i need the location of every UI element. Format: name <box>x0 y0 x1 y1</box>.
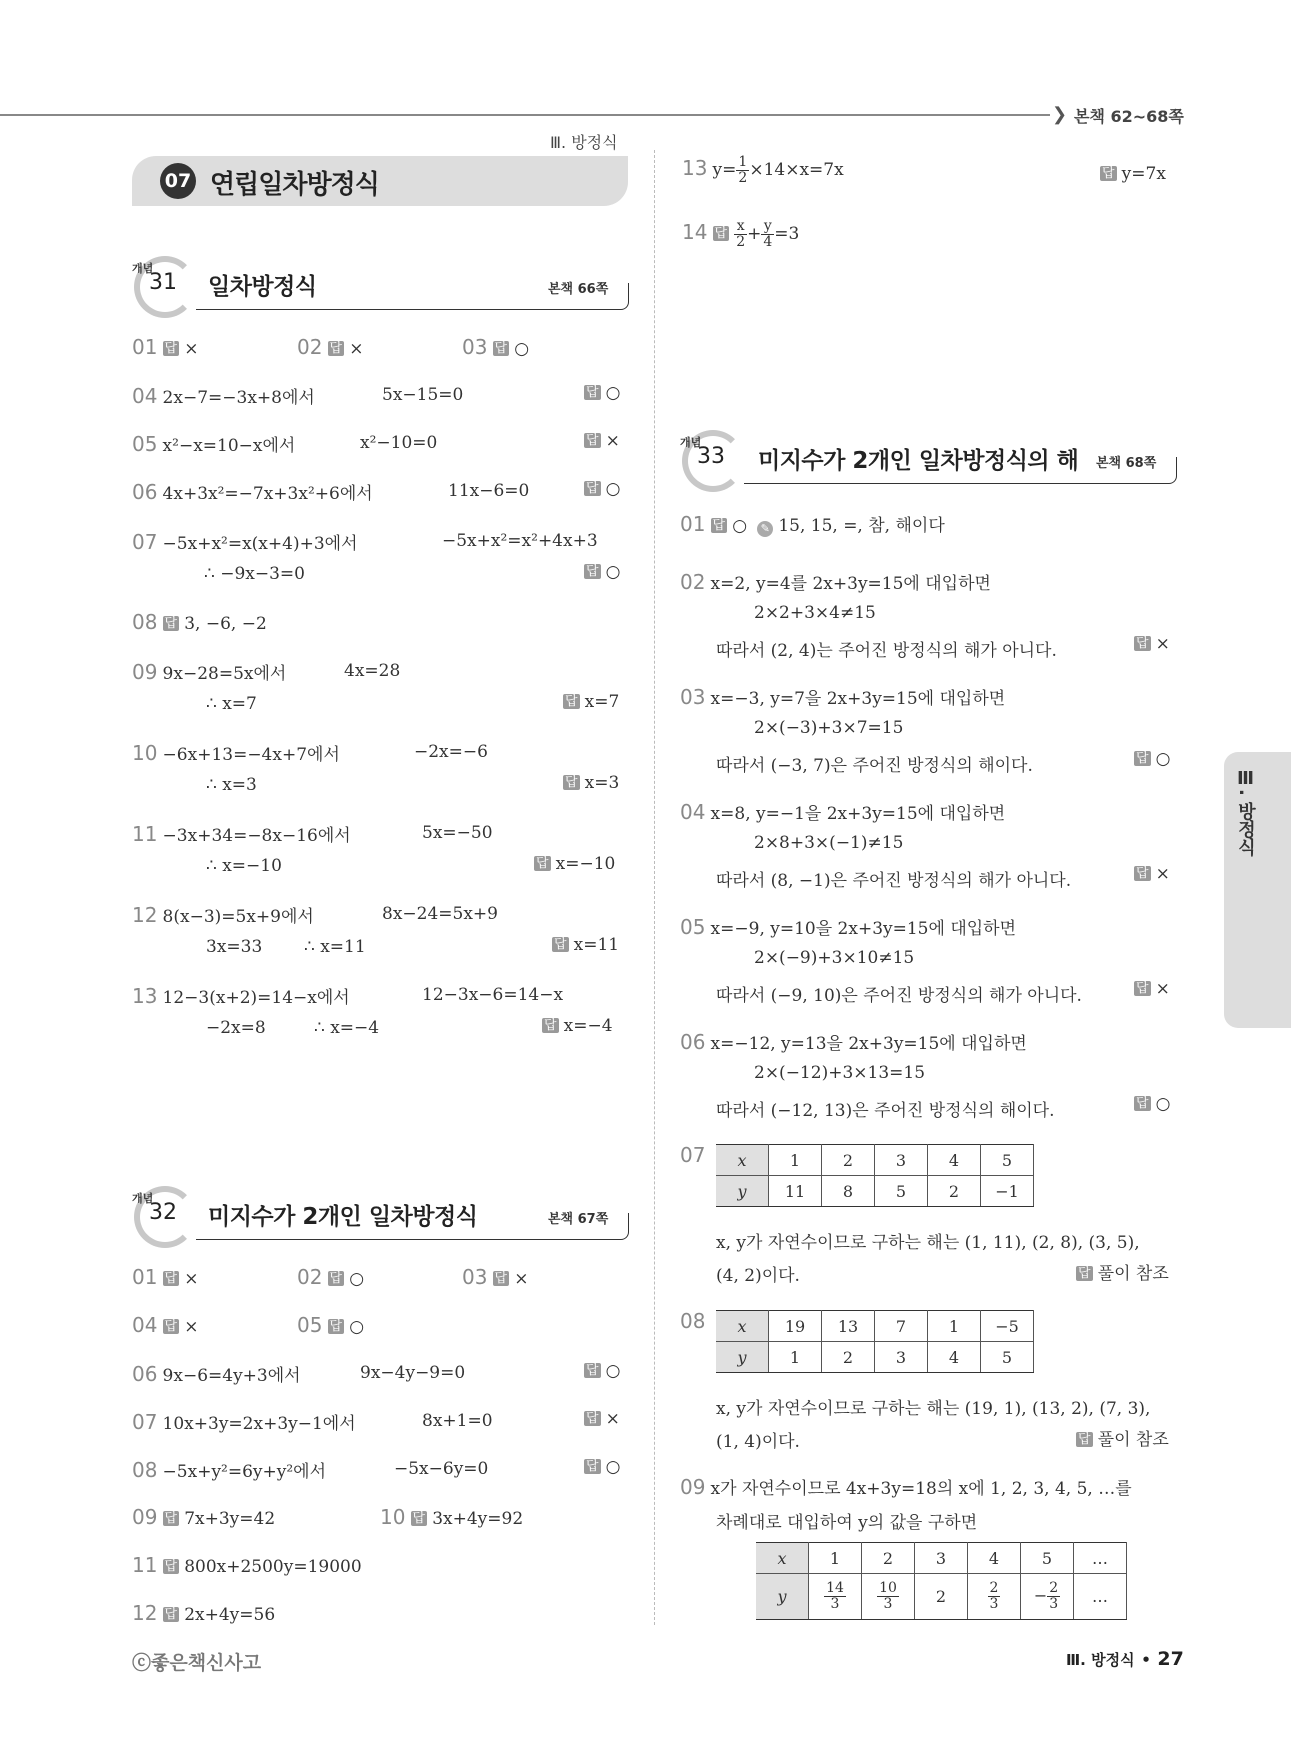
answer: 답 ○ <box>586 1361 621 1381</box>
list-item: 09 답 7x+3y=42 <box>132 1505 276 1529</box>
answer: 답 풀이 참조 <box>1078 1430 1169 1450</box>
value-table <box>716 1144 1034 1207</box>
list-item: 11 답 800x+2500y=19000 <box>132 1553 362 1577</box>
list-item: 02 답 ○ <box>297 1265 365 1289</box>
list-item: 02 답 × <box>297 335 364 359</box>
equation: −5x+x²=x²+4x+3 <box>442 531 598 551</box>
list-item: 13 12−3(x+2)=14−x에서 <box>132 984 350 1008</box>
list-item: 03 답 ○ <box>462 335 530 359</box>
equation: 2×2+3×4≠15 <box>754 603 876 623</box>
answer: 답 × <box>1136 864 1170 884</box>
list-item: 13 y= $\frac{1}{2}$ ×14×x=7x <box>682 154 844 186</box>
fraction: $\frac{14}{3}$ <box>826 1580 844 1612</box>
list-item: 04 2x−7=−3x+8에서 <box>132 384 315 408</box>
equation: −5x−6y=0 <box>394 1459 489 1479</box>
list-item: 12 8(x−3)=5x+9에서 <box>132 903 314 927</box>
fraction: $\frac{2}{3}$ <box>1049 1580 1059 1612</box>
equation: 4x=28 <box>344 661 401 681</box>
answer: 답 ○ <box>586 383 621 403</box>
list-item: 04 x=8, y=−1을 2x+3y=15에 대입하면 <box>680 800 1006 824</box>
answer: 답 × <box>1136 979 1170 999</box>
list-item: 08 −5x+y²=6y+y²에서 <box>132 1458 327 1482</box>
concept-33-ref: 본책 68쪽 <box>1096 456 1157 471</box>
list-item: 09 9x−28=5x에서 <box>132 660 287 684</box>
conclusion: 따라서 (−12, 13)은 주어진 방정식의 해이다. <box>716 1101 1055 1121</box>
publisher-logo: ⓒ좋은책신사고 <box>132 1652 262 1674</box>
answer: 답 ○ <box>1136 1094 1171 1114</box>
concept-33-title: 미지수가 2개인 일차방정식의 해 <box>758 448 1079 474</box>
equation: 2×(−12)+3×13=15 <box>754 1063 926 1083</box>
item-number: 08 <box>680 1309 706 1333</box>
equation: 2×(−3)+3×7=15 <box>754 718 904 738</box>
footer-chapter: Ⅲ. 방정식 <box>1066 1651 1135 1669</box>
list-item: 05 x²−x=10−x에서 <box>132 432 296 456</box>
list-item: 06 9x−6=4y+3에서 <box>132 1362 301 1386</box>
fraction: $\frac{10}{3}$ <box>879 1580 897 1612</box>
answer: 답 y=7x <box>1102 164 1166 184</box>
equation: x²−10=0 <box>360 433 438 453</box>
list-item: 07 10x+3y=2x+3y−1에서 <box>132 1410 356 1434</box>
list-item: 12 답 2x+4y=56 <box>132 1601 276 1625</box>
list-item: 01 답 × <box>132 335 199 359</box>
answer: 답 x=11 <box>554 935 620 955</box>
concept-label: 개념 <box>132 1192 154 1205</box>
equation: −2x=8 <box>206 1018 266 1038</box>
conclusion: 따라서 (2, 4)는 주어진 방정식의 해가 아니다. <box>716 641 1057 661</box>
table-row: x 1 2 3 4 5 <box>716 1145 1034 1176</box>
list-item: 02 x=2, y=4를 2x+3y=15에 대입하면 <box>680 570 991 594</box>
list-item: 03 x=−3, y=7을 2x+3y=15에 대입하면 <box>680 685 1006 709</box>
value-table <box>756 1542 1127 1620</box>
conclusion: 따라서 (−3, 7)은 주어진 방정식의 해이다. <box>716 756 1033 776</box>
concept-label: 개념 <box>132 262 154 275</box>
answer: 답 × <box>586 1409 620 1429</box>
answer: 답 ○ <box>586 1457 621 1477</box>
list-item: 10 −6x+13=−4x+7에서 <box>132 741 340 765</box>
list-item: 03 답 × <box>462 1265 529 1289</box>
answer: 답 x=3 <box>565 773 620 793</box>
equation: 5x−15=0 <box>382 385 464 405</box>
list-item: 04 답 × <box>132 1313 199 1337</box>
list-item: 09 x가 자연수이므로 4x+3y=18의 x에 1, 2, 3, 4, 5, …를 <box>680 1475 1132 1499</box>
fraction: $\frac{2}{3}$ <box>989 1580 999 1612</box>
list-item: 06 x=−12, y=13을 2x+3y=15에 대입하면 <box>680 1030 1027 1054</box>
list-item: 05 답 ○ <box>297 1313 365 1337</box>
concept-32-title: 미지수가 2개인 일차방정식 <box>208 1204 478 1230</box>
column-divider <box>654 150 655 1625</box>
equation: 9x−4y−9=0 <box>360 1363 466 1383</box>
list-item: 01 답 ○ ✎ 15, 15, =, 참, 해이다 <box>680 512 945 536</box>
conclusion: 따라서 (8, −1)은 주어진 방정식의 해가 아니다. <box>716 871 1072 891</box>
equation: 11x−6=0 <box>448 481 530 501</box>
explanation: x, y가 자연수이므로 구하는 해는 (19, 1), (13, 2), (7, 3), <box>716 1399 1151 1419</box>
fraction: $\frac{x}{2}$ <box>736 218 746 250</box>
concept-31-rule <box>196 283 629 310</box>
equation: 2×8+3×(−1)≠15 <box>754 833 904 853</box>
list-item: 01 답 × <box>132 1265 199 1289</box>
equation: ∴ −9x−3=0 <box>204 564 305 584</box>
answer: 답 풀이 참조 <box>1078 1264 1169 1284</box>
chapter-label: Ⅲ. 방정식 <box>550 133 618 152</box>
concept-label: 개념 <box>680 436 702 449</box>
table-row: y $\frac{14}{3}$ $\frac{10}{3}$ 2 $\frac{2}{3}$ − $\frac{2}{3}$ … <box>756 1574 1127 1620</box>
equation: −2x=−6 <box>414 742 488 762</box>
conclusion: 따라서 (−9, 10)은 주어진 방정식의 해가 아니다. <box>716 986 1082 1006</box>
equation: ∴ x=3 <box>206 775 257 795</box>
section-banner <box>132 156 628 206</box>
list-item: 11 −3x+34=−8x−16에서 <box>132 822 351 846</box>
footer-separator: • <box>1141 1651 1151 1669</box>
pencil-icon: ✎ <box>757 521 773 537</box>
answer: 답 x=7 <box>565 692 620 712</box>
equation: 2×(−9)+3×10≠15 <box>754 948 915 968</box>
chevron-right-icon: ❯ <box>1052 104 1068 125</box>
answer: 답 ○ <box>1136 749 1171 769</box>
list-item: 08 답 3, −6, −2 <box>132 610 267 634</box>
section-number: 07 <box>160 163 196 199</box>
table-row: y 11 8 5 2 −1 <box>716 1176 1034 1207</box>
concept-31-title: 일차방정식 <box>208 274 317 300</box>
value-table <box>716 1310 1034 1373</box>
list-item: 06 4x+3x²=−7x+3x²+6에서 <box>132 480 373 504</box>
answer: 답 x=−4 <box>544 1016 613 1036</box>
equation: ∴ x=−4 <box>314 1018 380 1038</box>
table-row: y 1 2 3 4 5 <box>716 1342 1034 1373</box>
answer: 답 × <box>1136 634 1170 654</box>
equation: ∴ x=7 <box>206 694 257 714</box>
list-item: 10 답 3x+4y=92 <box>380 1505 524 1529</box>
equation: 8x+1=0 <box>422 1411 493 1431</box>
equation: ∴ x=11 <box>304 937 366 957</box>
top-rule <box>0 114 1050 116</box>
table-row: x 1 2 3 4 5 … <box>756 1543 1127 1574</box>
page-footer <box>1066 1648 1184 1670</box>
table-row: x 19 13 7 1 −5 <box>716 1311 1034 1342</box>
list-item: 14 답 $\frac{x}{2}$ + $\frac{y}{4}$ =3 <box>682 218 800 250</box>
concept-31-ref: 본책 66쪽 <box>548 282 609 297</box>
explanation: x, y가 자연수이므로 구하는 해는 (1, 11), (2, 8), (3, 5), <box>716 1233 1140 1253</box>
equation: ∴ x=−10 <box>206 856 282 876</box>
explanation: (4, 2)이다. <box>716 1266 800 1286</box>
concept-31-number: 31 <box>149 270 177 295</box>
item-number: 07 <box>680 1143 706 1167</box>
concept-33-rule <box>744 457 1177 484</box>
concept-32-ref: 본책 67쪽 <box>548 1212 609 1227</box>
concept-33-number: 33 <box>697 444 725 469</box>
answer: 답 x=−10 <box>536 854 616 874</box>
fraction: $\frac{y}{4}$ <box>763 218 773 250</box>
equation: 8x−24=5x+9 <box>382 904 498 924</box>
concept-32-rule <box>196 1213 629 1240</box>
side-tab-label: Ⅲ. 방정식 <box>1235 768 1256 857</box>
answer: 답 ○ <box>586 479 621 499</box>
page-number: 27 <box>1157 1648 1184 1670</box>
list-item: 05 x=−9, y=10을 2x+3y=15에 대입하면 <box>680 915 1017 939</box>
equation: 5x=−50 <box>422 823 493 843</box>
explanation: (1, 4)이다. <box>716 1432 800 1452</box>
page-range: 본책 62~68쪽 <box>1074 107 1184 126</box>
list-item: 07 −5x+x²=x(x+4)+3에서 <box>132 530 358 554</box>
fraction: $\frac{1}{2}$ <box>738 154 748 186</box>
equation: 12−3x−6=14−x <box>422 985 564 1005</box>
explanation: 차례대로 대입하여 y의 값을 구하면 <box>716 1513 978 1533</box>
answer: 답 × <box>586 431 620 451</box>
equation: 3x=33 <box>206 937 263 957</box>
concept-32-number: 32 <box>149 1200 177 1225</box>
answer: 답 ○ <box>586 562 621 582</box>
section-title: 연립일차방정식 <box>210 170 379 200</box>
